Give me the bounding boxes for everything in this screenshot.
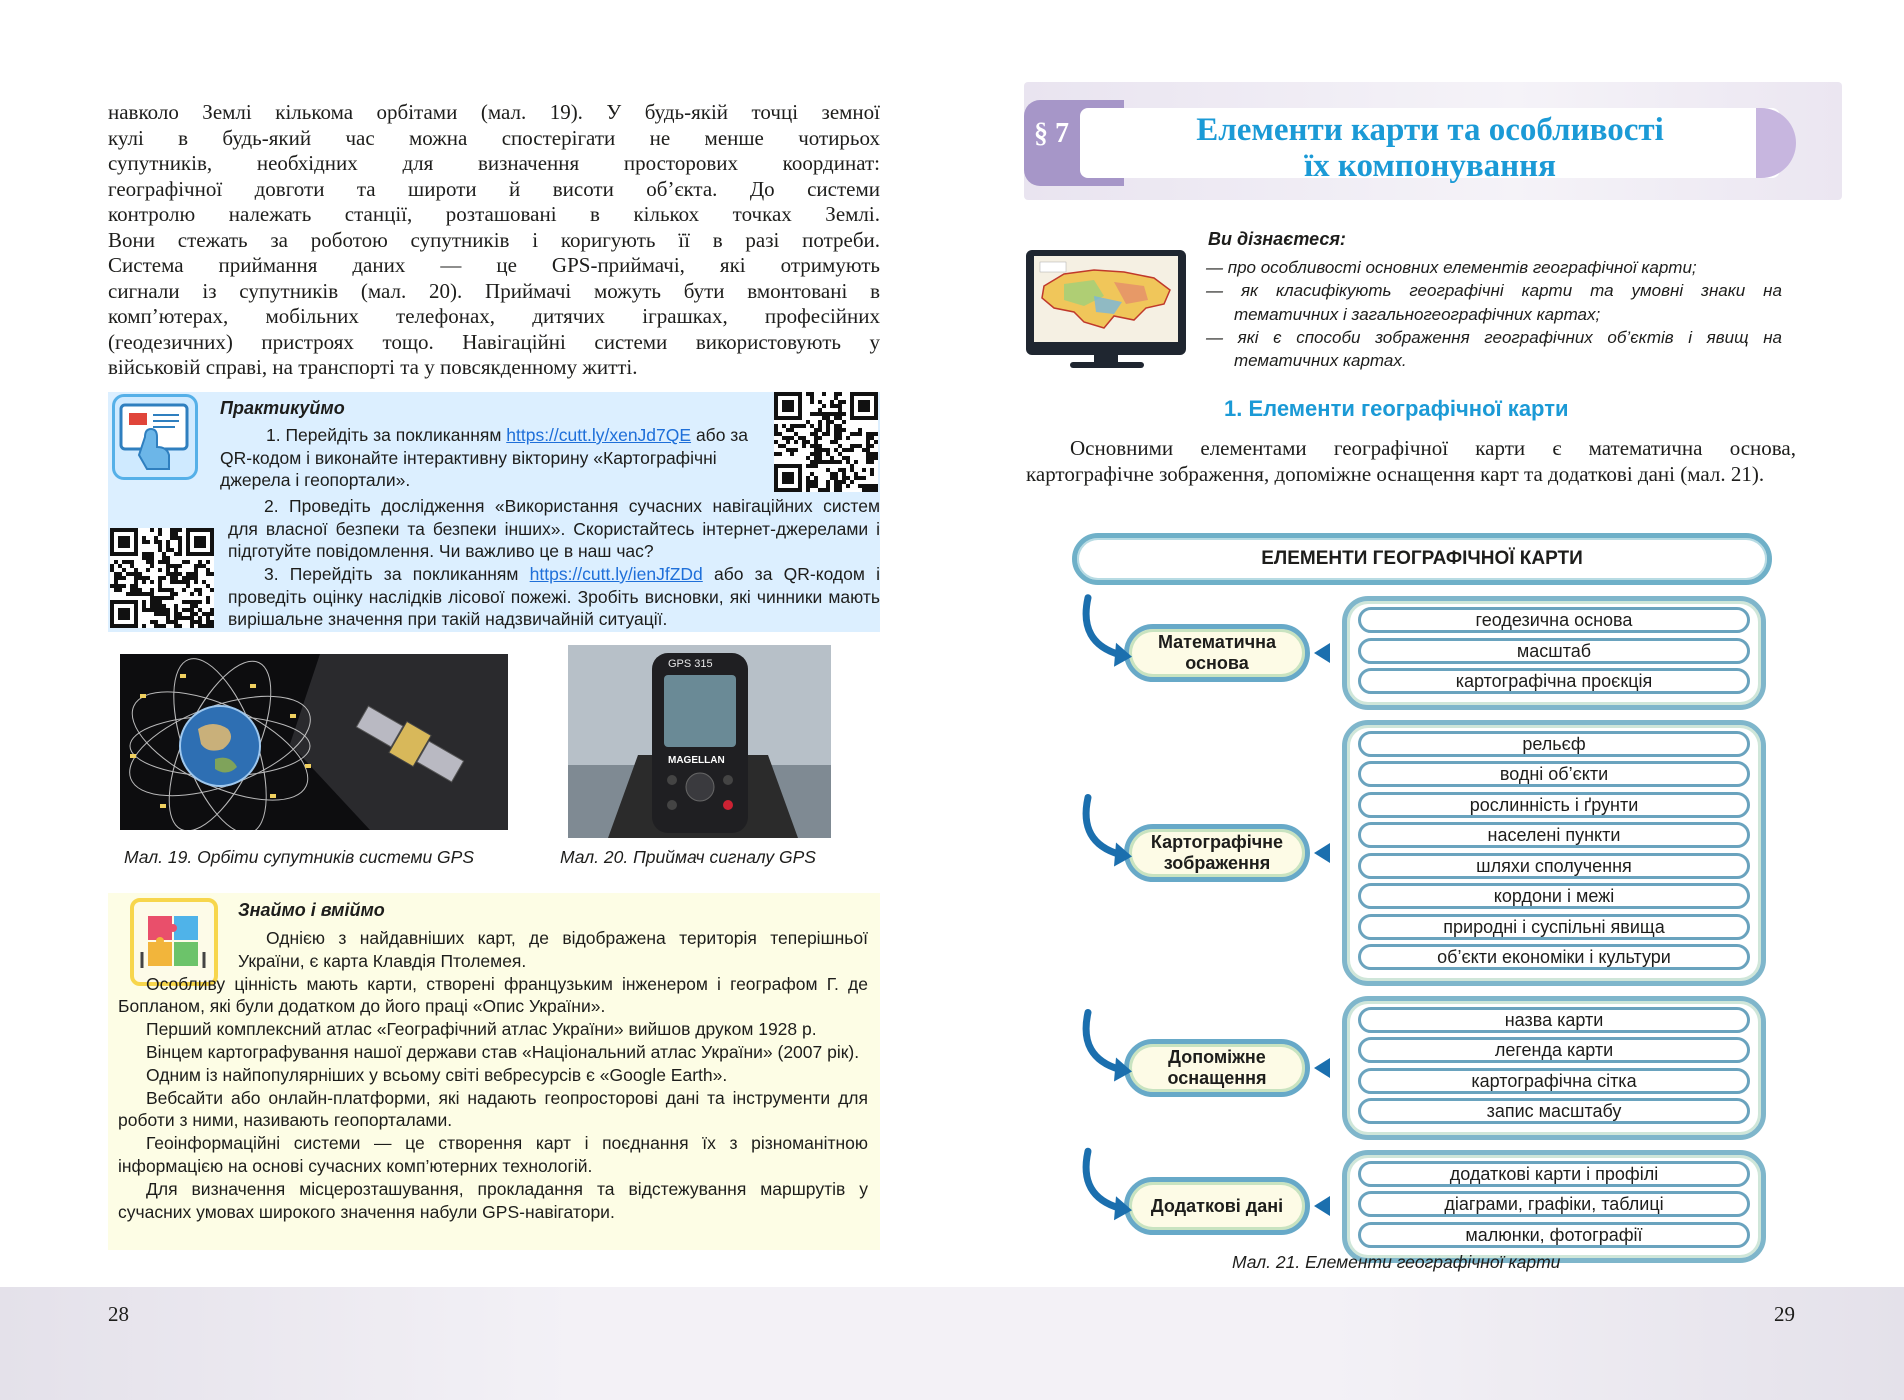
section-number: § 7 xyxy=(1034,118,1069,149)
know-paragraph: Однією з найдавніших карт, де відображена територія теперішньої України, є карта Клавдія Птолемея. xyxy=(238,928,868,971)
map-of-ukraine-icon xyxy=(1034,256,1178,342)
diagram-item: водні об’єкти xyxy=(1358,761,1750,787)
diagram-item: населені пункти xyxy=(1358,822,1750,848)
arrow-head-icon xyxy=(1114,1058,1132,1082)
know-paragraph: Геоінформаційні системи — це створення карт і поєднання їх з різноманітною інформацією на основі сучасних комп’ютерних технологій. xyxy=(118,1133,868,1176)
diagram-category: Картографічне зображення xyxy=(1124,824,1310,882)
arrow-head-icon xyxy=(1114,1196,1132,1220)
curved-arrow-icon xyxy=(1086,598,1120,655)
diagram-item: геодезична основа xyxy=(1358,607,1750,633)
diagram-item: діаграми, графіки, таблиці xyxy=(1358,1191,1750,1217)
left-arrow-icon xyxy=(1314,1196,1330,1216)
diagram-category: Додаткові дані xyxy=(1124,1177,1310,1235)
diagram-item: рослинність і ґрунти xyxy=(1358,792,1750,818)
know-paragraph: Вебсайти або онлайн-платформи, які надають геопросторові дані та інструменти для роботи з ними, називають геопорталами. xyxy=(118,1087,868,1131)
left-paragraph-line: Вони стежать за роботою супутників і коригують її в разі потреби. xyxy=(108,227,880,252)
diagram-item: картографічна проєкція xyxy=(1358,668,1750,694)
left-paragraph-line: Система приймання даних — це GPS-приймачі, які отримують xyxy=(108,253,880,277)
footer-band xyxy=(0,1287,1904,1400)
diagram-item: рельєф xyxy=(1358,731,1750,757)
arrow-head-icon xyxy=(1114,643,1132,667)
learn-item: — про особливості основних елементів географічної карти; xyxy=(1206,258,1697,277)
subheading: 1. Елементи географічної карти xyxy=(1224,396,1569,421)
know-paragraph: Для визначення місцерозташування, прокладання та відстежування маршрутів у сучасних умовах широкого значення набули GPS-навігатори. xyxy=(118,1178,868,1222)
know-text xyxy=(118,927,868,1223)
page-number-left: 28 xyxy=(108,1302,129,1326)
touch-screen-icon xyxy=(112,394,198,480)
learn-list xyxy=(1206,256,1782,372)
practice-item-2-text: 2. Проведіть дослідження «Використання сучасних навігаційних систем для власної безпеки та безпеки інших». Скористайтесь інтернет-джерелами і підготуйте повідомлення. Чи важливо це в наш час? xyxy=(228,496,880,561)
left-paragraph xyxy=(108,100,880,381)
svg-text:MAGELLAN: MAGELLAN xyxy=(668,755,725,766)
diagram-arrows xyxy=(1068,590,1188,1230)
curved-arrow-icon xyxy=(1086,1013,1120,1070)
section-title-line-2: їх компонування xyxy=(1303,148,1557,184)
diagram-category: Математична основа xyxy=(1124,624,1310,682)
gps-satellites-photo xyxy=(120,654,508,830)
diagram-item: назва карти xyxy=(1358,1007,1750,1033)
diagram-item: природні і суспільні явища xyxy=(1358,914,1750,940)
diagram-item: легенда карти xyxy=(1358,1037,1750,1063)
know-paragraph: Особливу цінність мають карти, створені французьким інженером і географом Г. де Бопланом, які були додатком до його праці «Опис України». xyxy=(118,973,868,1017)
qr-code-2[interactable] xyxy=(110,528,214,628)
section-title xyxy=(1120,112,1740,184)
diagram-item: додаткові карти і профілі xyxy=(1358,1161,1750,1187)
practice-item-1-suffix: або за QR-кодом і виконайте інтерактивну вікторину «Картографічні джерела і геопортали». xyxy=(220,425,749,490)
diagram-item: об’єкти економіки і культури xyxy=(1358,944,1750,970)
curved-arrow-icon xyxy=(1086,798,1120,855)
caption-figure-21: Мал. 21. Елементи географічної карти xyxy=(1232,1252,1561,1272)
right-paragraph: Основними елементами географічної карти є математична основа, картографічне зображення, допоміжне оснащення карт та додаткові дані (мал. 21). xyxy=(1026,436,1796,486)
practice-item-3-prefix: 3. Перейдіть за покликанням xyxy=(264,564,530,584)
curved-arrow-icon xyxy=(1086,1151,1120,1208)
monitor-base xyxy=(1070,362,1144,368)
diagram-title: ЕЛЕМЕНТИ ГЕОГРАФІЧНОЇ КАРТИ xyxy=(1261,548,1583,569)
learn-title: Ви дізнаєтеся: xyxy=(1208,229,1346,249)
practice-item-1 xyxy=(220,424,760,492)
page-number-right: 29 xyxy=(1774,1302,1795,1326)
practice-item-2 xyxy=(228,495,880,563)
practice-item-3 xyxy=(228,563,880,631)
section-title-line-1: Елементи карти та особливості xyxy=(1196,112,1664,148)
arrow-head-icon xyxy=(1114,843,1132,867)
left-paragraph-line: військовій справі, на транспорті та у повсякденному житті. xyxy=(108,355,638,379)
practice-link-1[interactable]: https://cutt.ly/xenJd7QE xyxy=(506,425,692,445)
gps-receiver-photo xyxy=(568,645,831,838)
left-paragraph-line: (геодезичних) пристроях тощо. Навігаційні системи використовують у xyxy=(108,329,880,354)
left-paragraph-line: сигнали із супутників (мал. 20). Приймачі можуть бути вмонтовані в xyxy=(108,278,880,303)
left-paragraph-line: географічної довготи та широти й висоти об’єкта. До системи xyxy=(108,176,880,201)
learn-item: — які є способи зображення географічних об’єктів і явищ на тематичних картах. xyxy=(1206,327,1782,371)
left-paragraph-line: супутників, необхідних для визначення просторових координат: xyxy=(108,151,880,175)
diagram-item: запис масштабу xyxy=(1358,1098,1750,1124)
left-arrow-icon xyxy=(1314,843,1330,863)
diagram-item: масштаб xyxy=(1358,638,1750,664)
practice-item-1-prefix: 1. Перейдіть за покликанням xyxy=(266,425,507,445)
diagram-item: кордони і межі xyxy=(1358,883,1750,909)
know-paragraph: Одним із найпопулярніших у всьому світі вебресурсів є «Google Earth». xyxy=(146,1064,728,1085)
know-title: Знаймо і вміймо xyxy=(238,900,385,920)
left-arrow-icon xyxy=(1314,1058,1330,1078)
learn-item: — як класифікують географічні карти та умовні знаки на тематичних і загальногеографічних картах; xyxy=(1206,281,1782,324)
diagram-item: малюнки, фотографії xyxy=(1358,1222,1750,1248)
left-paragraph-line: кулі в будь-який час можна спостерігати не менше чотирьох xyxy=(108,125,880,150)
qr-code-1[interactable] xyxy=(774,392,878,492)
left-paragraph-line: комп’ютерах, мобільних телефонах, дитячих іграшках, професійних xyxy=(108,304,880,328)
svg-text:GPS 315: GPS 315 xyxy=(668,658,713,670)
practice-title: Практикуймо xyxy=(220,398,345,418)
practice-item-3-suffix: або за QR-кодом і проведіть оцінку наслідків лісової пожежі. Зробіть висновки, які чинники мають вирішальне значення при такій надзвичайній ситуації. xyxy=(228,564,880,629)
diagram-category: Допоміжне оснащення xyxy=(1124,1039,1310,1097)
caption-figure-19: Мал. 19. Орбіти супутників системи GPS xyxy=(124,847,475,867)
left-paragraph-line: навколо Землі кількома орбітами (мал. 19). У будь-якій точці земної xyxy=(108,100,880,124)
left-arrow-icon xyxy=(1314,643,1330,663)
diagram-item: картографічна сітка xyxy=(1358,1068,1750,1094)
diagram-item: шляхи сполучення xyxy=(1358,853,1750,879)
caption-figure-20: Мал. 20. Приймач сигналу GPS xyxy=(560,847,816,867)
left-paragraph-line: контролю належать станції, розташовані в кількох точках Землі. xyxy=(108,202,880,226)
know-paragraph: Перший комплексний атлас «Географічний атлас України» вийшов друком 1928 р. xyxy=(146,1019,817,1040)
practice-link-3[interactable]: https://cutt.ly/ienJfZDd xyxy=(529,564,703,584)
know-paragraph: Вінцем картографування нашої держави став «Національний атлас України» (2007 рік). xyxy=(146,1041,860,1062)
